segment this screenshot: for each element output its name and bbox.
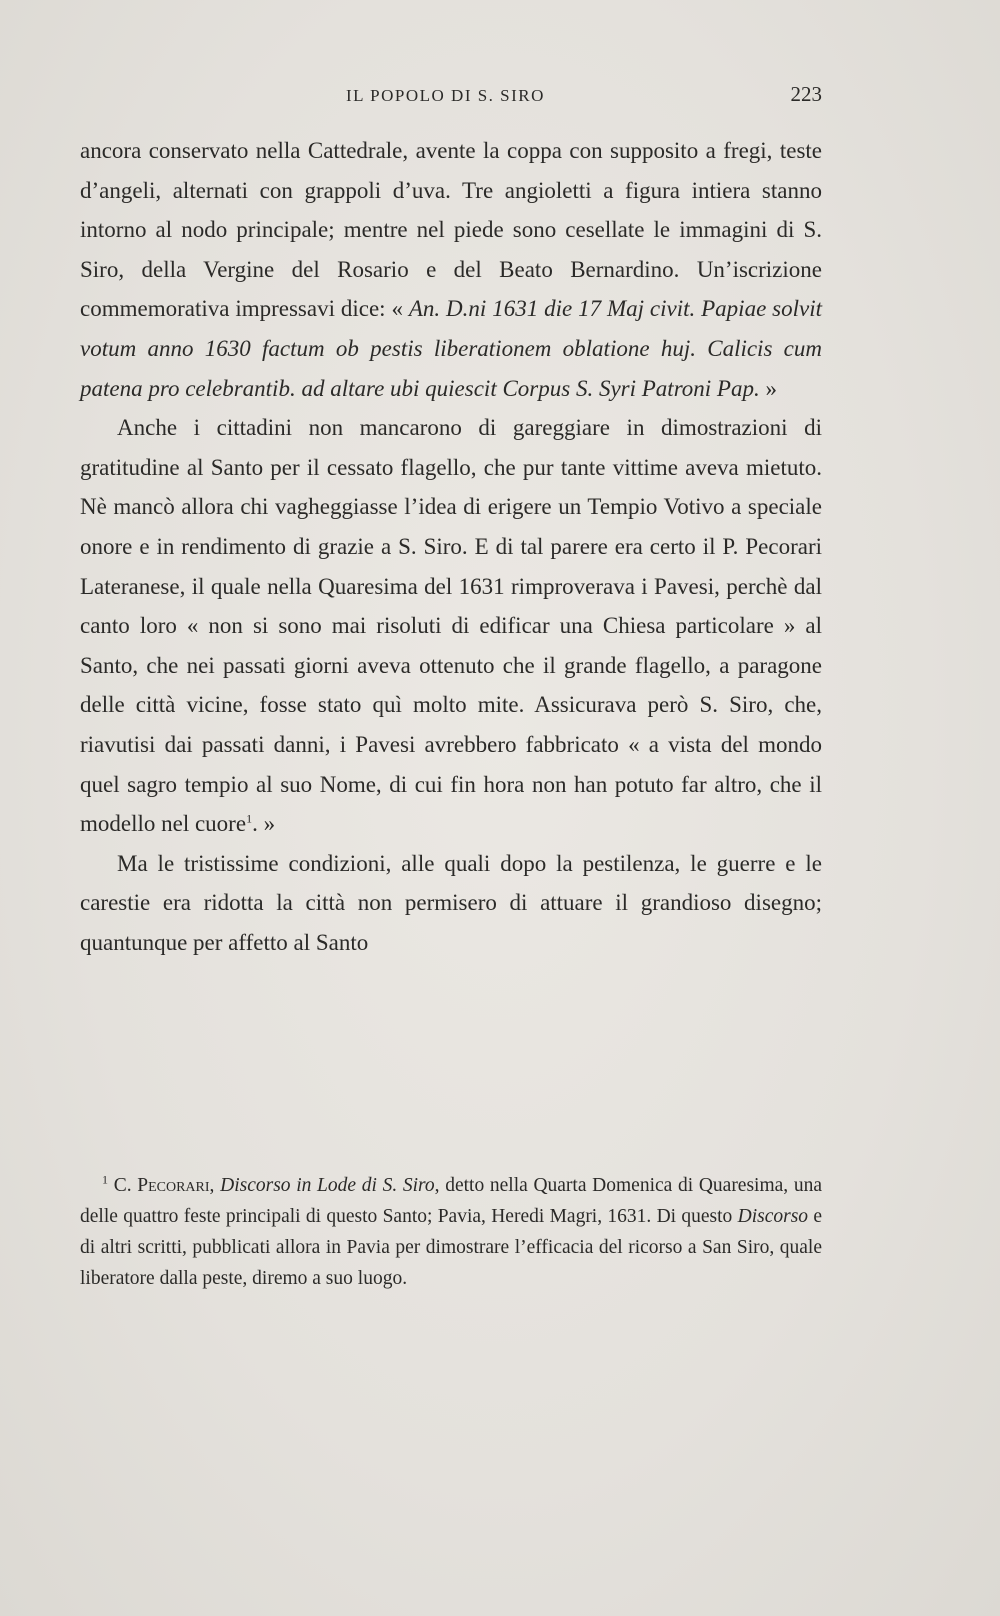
footnote-title-2: Discorso <box>737 1206 809 1227</box>
footnote-text-end: e di altri scritti, pubblicati allora in Pavia per dimostrare l’efficacia del ricorso a San Siro, quale liberatore dalla peste, diremo a suo luogo. <box>80 1206 822 1289</box>
footnote-number: 1 <box>102 1172 108 1187</box>
page-number: 223 <box>790 82 822 106</box>
running-head <box>80 82 822 116</box>
paragraph-2-end: . » <box>252 811 276 837</box>
paragraph-1 <box>80 131 822 408</box>
paragraph-2-text: Anche i cittadini non mancarono di gareggiare in dimostrazioni di gratitudine al Santo per il cessato flagello, che pur tante vittime aveva mietuto. Nè mancò allora chi vagheggiasse l’idea di erigere un Tempio Votivo a speciale onore e in rendimento di grazie a S. Siro. E di tal parere era certo il P. Pecorari Lateranese, il quale nella Quaresima del 1631 rimproverava i Pavesi, perchè dal canto loro « non si sono mai risoluti di edificar una Chiesa particolare » al Santo, che nei passati giorni aveva ottenuto che il grande flagello, a paragone delle città vicine, fosse stato quì molto mite. Assicurava però S. Siro, che, riavutisi dai passati danni, i Pavesi avrebbero fabbricato « a vista del mondo quel sagro tempio al suo Nome, di cui fin hora non han potuto far altro, che il modello nel cuore <box>80 415 822 837</box>
paragraph-2 <box>80 408 822 844</box>
footnote-reference: 1 <box>246 811 253 826</box>
footnote-text: , detto nella Quarta Domenica di Quaresima, una delle quattro feste principali di questo Santo; Pavia, Heredi Magri, 1631. Di questo <box>80 1175 822 1227</box>
footnotes <box>80 1170 822 1294</box>
footnote-separator: , <box>209 1175 221 1196</box>
footnote-author: C. Pecorari <box>113 1175 210 1196</box>
paragraph-3-text: Ma le tristissime condizioni, alle quali dopo la pestilenza, le guerre e le carestie era ridotta la città non permisero di attuare il grandioso disegno; quantunque per affetto al Santo <box>80 850 822 955</box>
paragraph-1-text: ancora conservato nella Cattedrale, avente la coppa con supposito a fregi, teste d’angeli, alternati con grappoli d’uva. Tre angioletti a figura intiera stanno intorno al nodo principale; mentre nel piede sono cesellate le immagini di S. Siro, della Vergine del Rosario e del Beato Bernardino. Un’iscrizione commemorativa impressavi dice: « <box>80 138 822 322</box>
body-text <box>80 131 822 962</box>
paragraph-3 <box>80 844 822 963</box>
latin-inscription: An. D.ni 1631 die 17 Maj civit. Papiae solvit votum anno 1630 factum ob pestis liberationem oblatione huj. Calicis cum patena pro celebrantib. ad altare ubi quiescit Corpus S. Syri Patroni Pap. <box>80 296 822 401</box>
closing-quote: » <box>759 375 777 401</box>
footnote-title: Discorso in Lode di S. Siro <box>220 1175 435 1196</box>
footnote-1 <box>80 1170 822 1294</box>
running-title: IL POPOLO DI S. SIRO <box>346 86 545 105</box>
